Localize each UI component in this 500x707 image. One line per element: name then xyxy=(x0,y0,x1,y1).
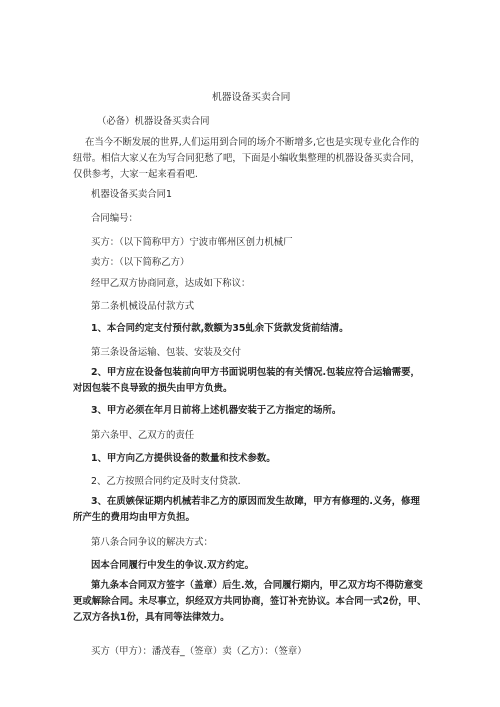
article-3-item-3: 3、甲方必须在年月日前将上述机器安装于乙方指定的场所。 xyxy=(91,405,342,416)
article-3-heading: 第三条设备运输、包装、安装及交付 xyxy=(91,347,242,358)
article-9-paragraph: 第九条本合同双方签字（盖章）后生.效，合同履行期内，甲乙双方均不得防意变更或解除合同。未尽事立，织经双方共同协商，签订补充协议。本合同一式2份，甲、乙双方各执1份，具有同等法律效力。 xyxy=(73,580,427,623)
contract-heading: 机器设备买卖合同1 xyxy=(91,189,172,200)
buyer-line: 买方：（以下简称甲方）宁波市郸州区创力机械厂 xyxy=(91,237,293,248)
article-8-heading: 第八条合同争议的解决方式： xyxy=(91,537,213,548)
document-subtitle: （必备）机器设备买卖合同 xyxy=(97,116,210,127)
article-3-item-2: 2、甲方应在设备包装前向甲方书面说明包装的有关情况.包装应符合运输需要，对因包装不良导致的损失由甲方负贵。 xyxy=(73,367,420,394)
article-6-heading: 第六条甲、乙双方的责任 xyxy=(91,430,195,441)
seller-line: 卖方：（以下简称乙方） xyxy=(91,257,190,268)
article-6-item-3: 3、在质嫉保证期内机械若非乙方的原因而发生故障，甲方有修理的.义务，修理所产生的费用均由甲方负担。 xyxy=(73,496,420,523)
contract-number: 合同编号： xyxy=(91,213,138,224)
article-8-text: 因本合同履行中发生的争议.双方约定。 xyxy=(91,560,254,571)
article-2-item-1: 1、本合同约定支付预付款,数额为35虬余下货款发货前结清。 xyxy=(91,323,349,334)
article-6-item-2: 2、乙方按照合同约定及时支付贷款. xyxy=(91,476,241,487)
document-title: 机器设备买卖合同 xyxy=(212,92,291,103)
signature-line: 买方（甲方）：潘茂春_（签章）卖（乙方）：（签章） xyxy=(91,646,307,657)
intro-paragraph: 在当今不断发展的世界,人们运用到合同的场介不断增多,它也是实现专业化合作的纽带。相信大家乂在为写合同犯愁了吧，下面是小编收集整理的机器设备买卖合同，仅供参考，大家一起来看看吧. xyxy=(73,137,420,180)
agreement-line: 经甲乙双方协商同意，达成如下称议： xyxy=(91,278,251,289)
article-2-heading: 第二条机械设品付款方式 xyxy=(91,301,195,312)
article-6-item-1: 1、甲方向乙方提供设备的数量和技术参数。 xyxy=(91,453,276,464)
